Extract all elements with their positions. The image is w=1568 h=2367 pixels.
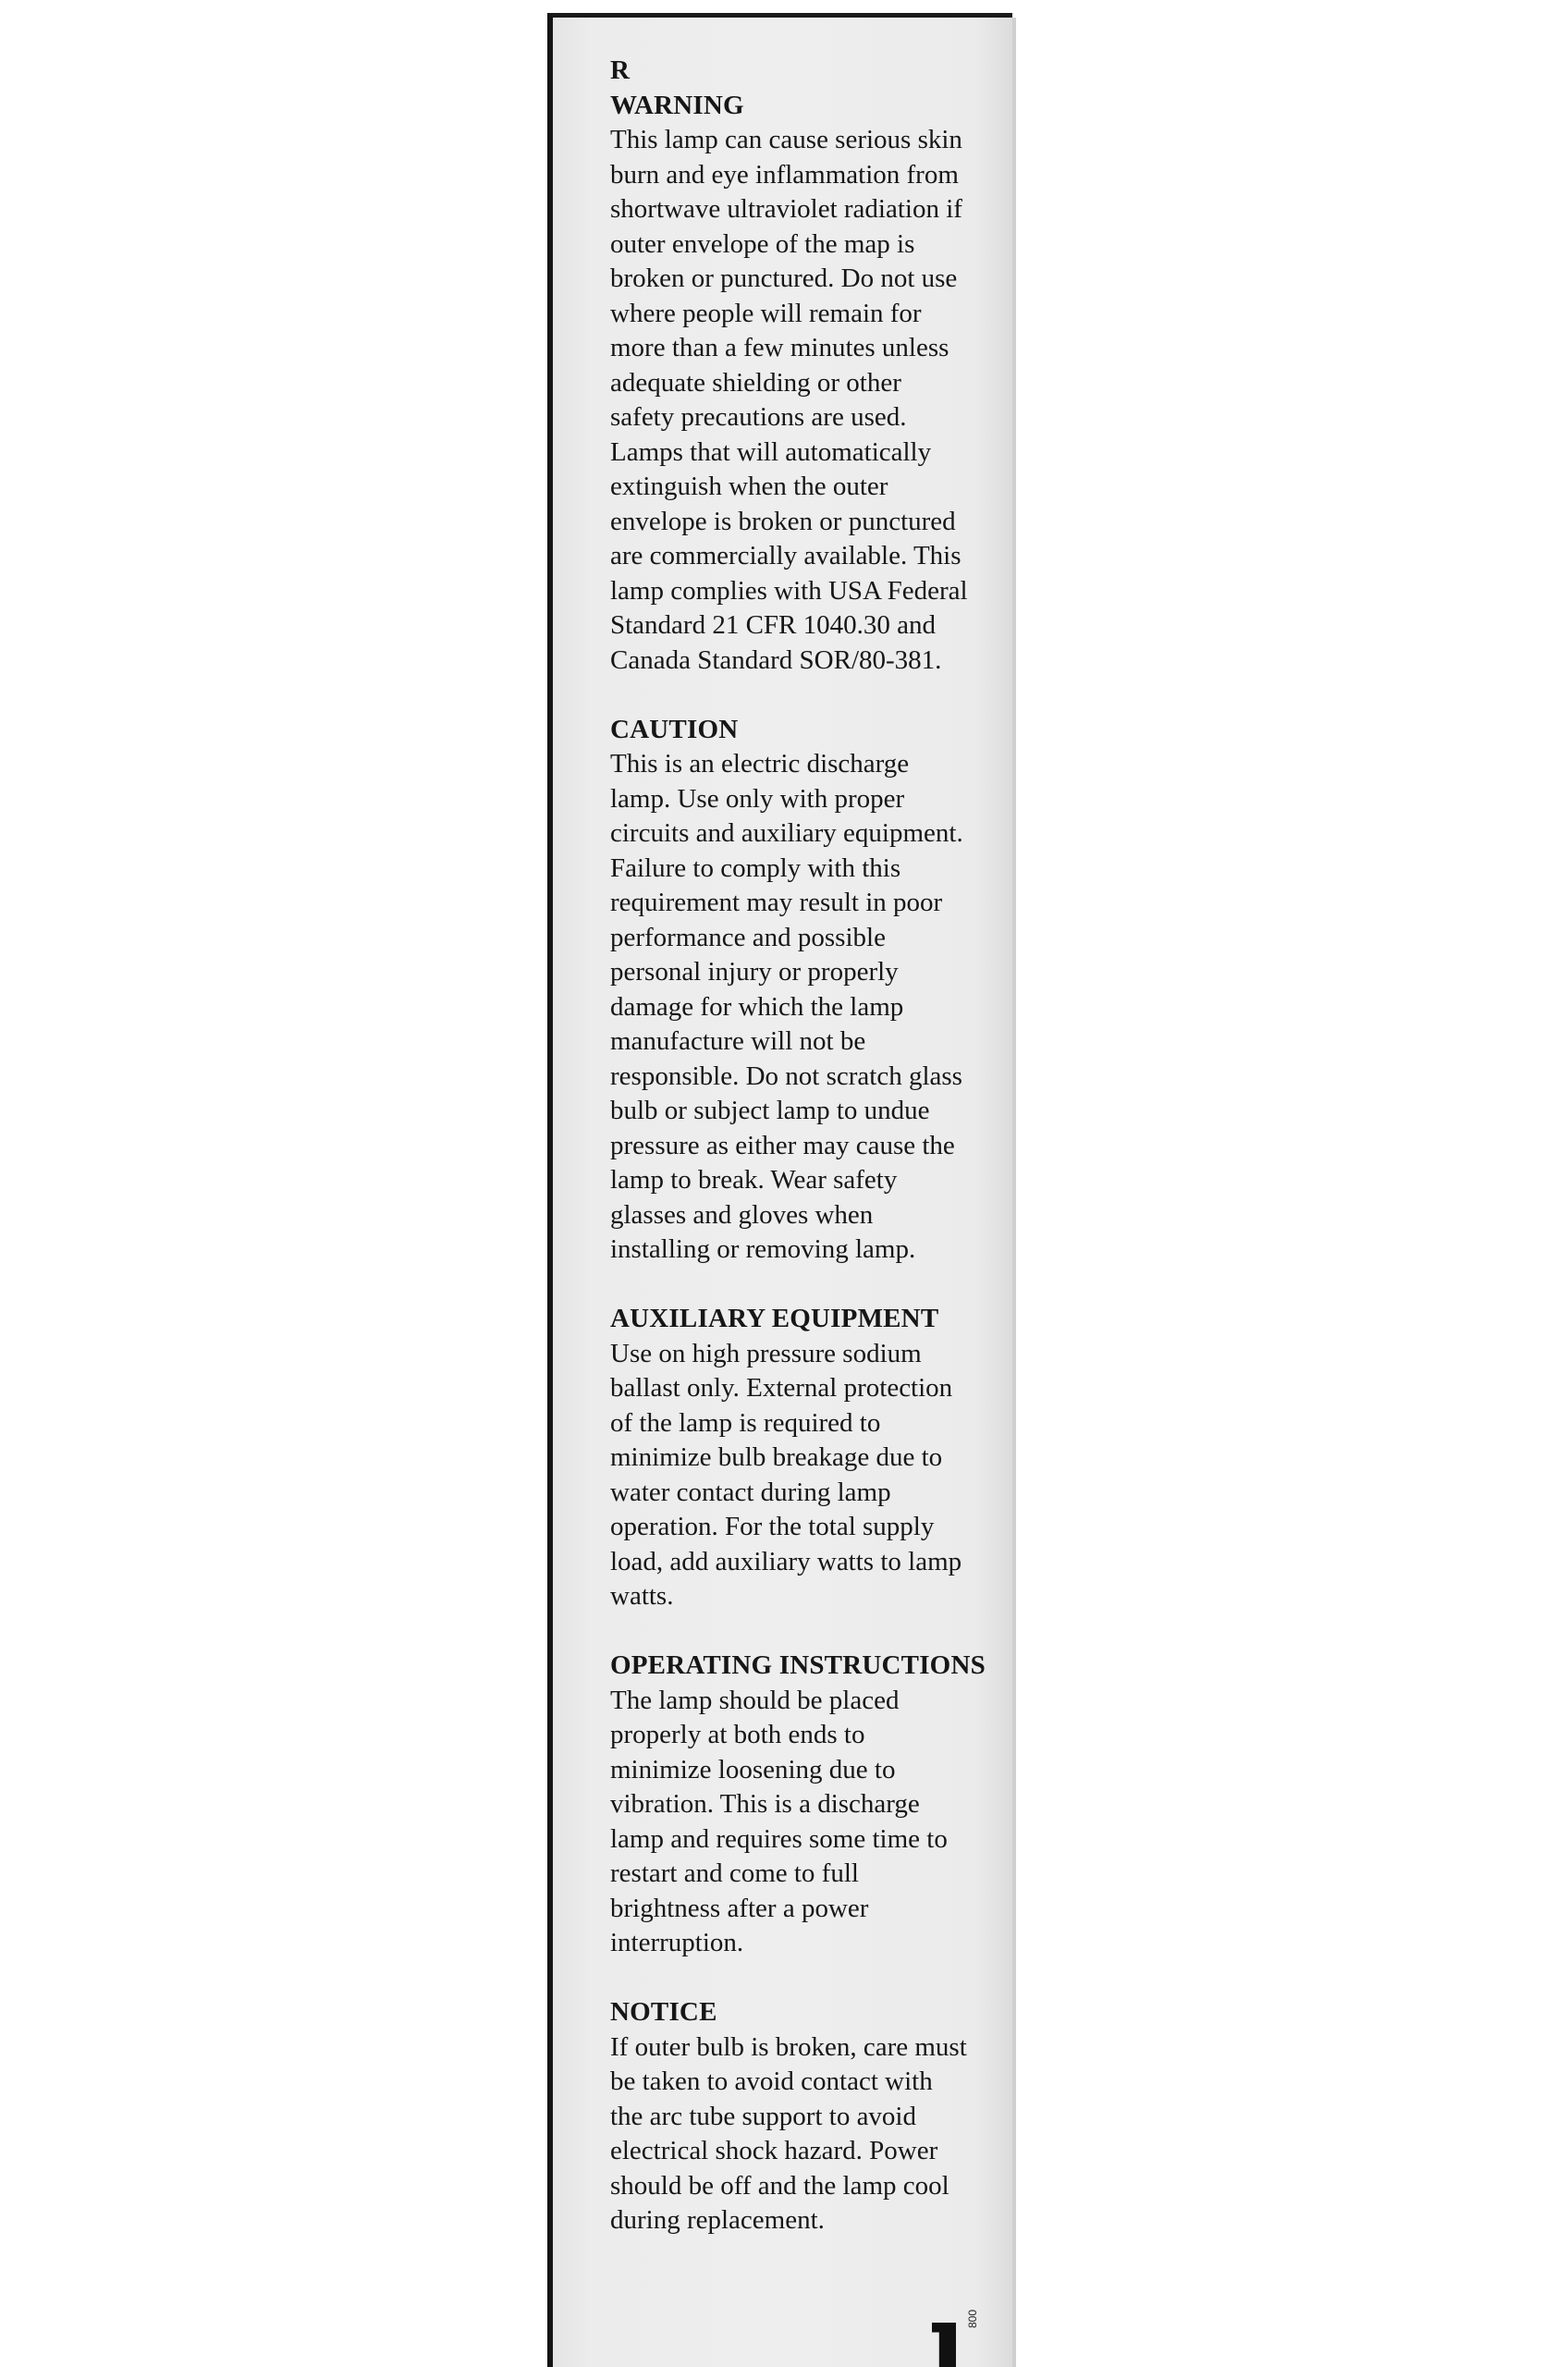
operating-instructions-section: [610, 1649, 1017, 1961]
caution-section: [610, 713, 1017, 1268]
notice-heading: NOTICE: [610, 1997, 717, 2027]
warning-body: This lamp can cause serious skin burn and eye inflammation from shortwave ultraviolet radiation if outer envelope of the map is broken or punctured. Do not use where people will remain for more than a few minutes unless adequate shielding or other safety precautions are used. Lamps that will automatically extinguish when the outer envelope is broken or punctured are commercially available. This lamp complies with USA Federal Standard 21 CFR 1040.30 and Canada Standard SOR/80-381.: [610, 125, 968, 675]
label-text-column: [610, 54, 1017, 2273]
auxiliary-equipment-body: Use on high pressure sodium ballast only. External protection of the lamp is required to minimize bulb breakage due to water contact during lamp operation. For the total supply load, add auxiliary watts to lamp watts.: [610, 1338, 962, 1611]
registered-mark: R: [610, 55, 630, 85]
caution-heading: CAUTION: [610, 714, 739, 744]
caution-body: This is an electric discharge lamp. Use only with proper circuits and auxiliary equipment. Failure to comply with this requirement may result in poor performance and possible personal injury or properly damage for which the lamp manufacture will not be responsible. Do not scratch glass bulb or subject lamp to undue pressure as either may cause the lamp to break. Wear safety glasses and gloves when installing or removing lamp.: [610, 749, 963, 1264]
operating-instructions-body: The lamp should be placed properly at both ends to minimize loosening due to vibration. This is a discharge lamp and requires some time to restart and come to full brightness after a power interruption.: [610, 1685, 948, 1957]
corner-number: 800: [966, 2309, 979, 2328]
warning-section: [610, 89, 1017, 679]
notice-section: [610, 1995, 1017, 2238]
auxiliary-equipment-section: [610, 1302, 1017, 1614]
notice-body: If outer bulb is broken, care must be taken to avoid contact with the arc tube support to avoid electrical shock hazard. Power should be off and the lamp cool during replacement.: [610, 2031, 967, 2235]
warning-heading: WARNING: [610, 90, 744, 120]
operating-instructions-heading: OPERATING INSTRUCTIONS: [610, 1650, 986, 1680]
auxiliary-equipment-heading: AUXILIARY EQUIPMENT: [610, 1304, 939, 1333]
